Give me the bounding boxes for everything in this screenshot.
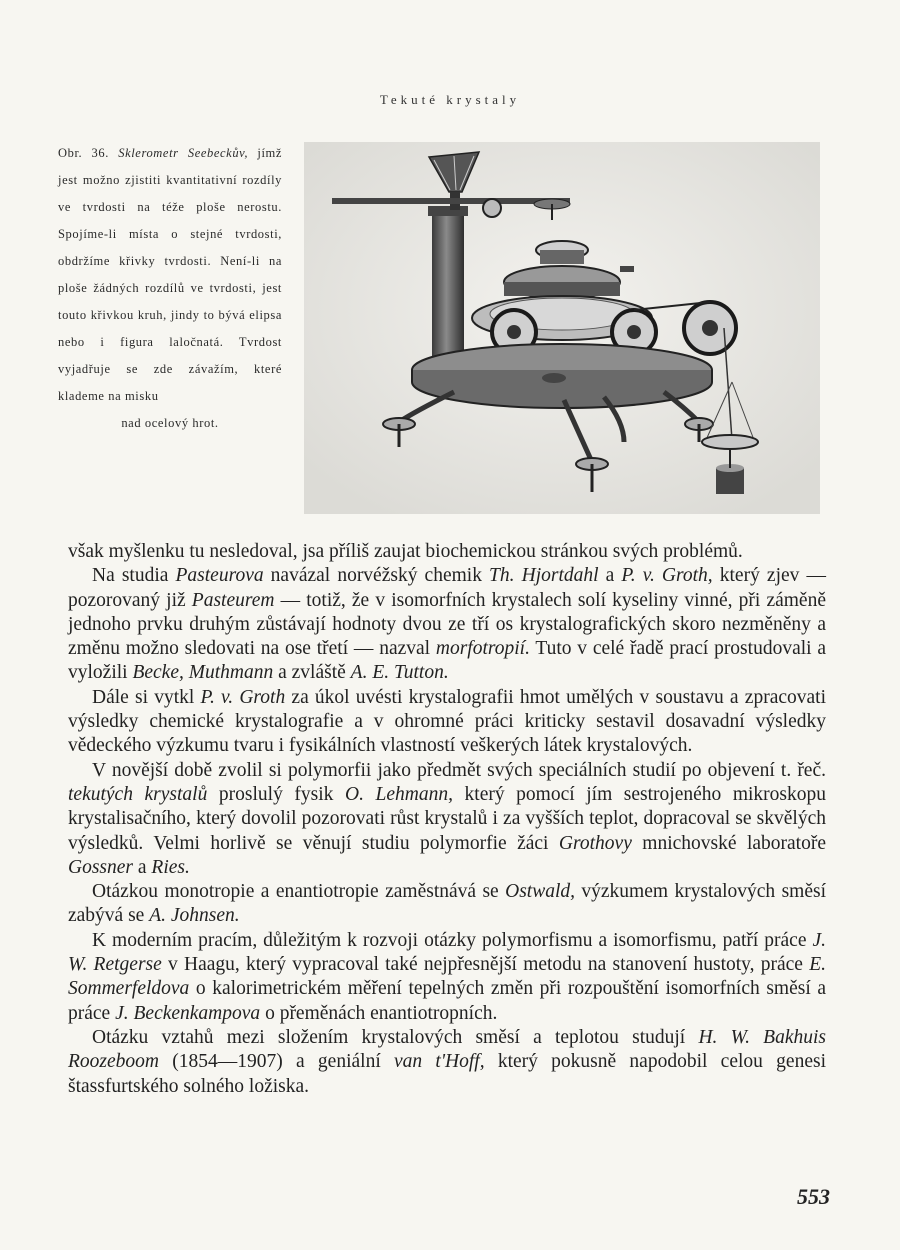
p2-t5: — totiž, že v isomorfních krystalech solí kyseliny vinné, při záměně jednoho prvku druhým zůstávají hodnoty dvou ze tří os krystalografických skoro nezměněny a změnu možno sledovati na ose třetí — nazval	[68, 589, 826, 660]
p5-name-ostwald: Ostwald,	[505, 881, 575, 903]
p7-t3: který pokusně napodobil celou genesi štassfurtského solného ložiska.	[68, 1051, 826, 1097]
p7-t2: (1854—1907) a geniální	[159, 1051, 395, 1073]
p2-t7: a zvláště	[273, 662, 351, 684]
p2-t3: a	[598, 565, 622, 587]
p3-name-groth: P. v. Groth	[200, 686, 286, 708]
p7-name-roozeboom: H. W. Bakhuis Roozeboom	[68, 1026, 827, 1073]
p6-t2: v Haagu, který vypracoval také nejpřesnější metodu na stanovení hustoty, práce	[161, 954, 810, 976]
p5-t2: výzkumem krystalových směsí zabývá se	[68, 881, 826, 927]
p6-t4: o přeměnách enantiotropních.	[260, 1002, 498, 1024]
p4-t5: a	[133, 856, 152, 878]
p2-t1: Na studia	[92, 565, 176, 587]
figure-caption	[58, 140, 282, 437]
paragraph-5	[68, 880, 826, 929]
p4-t2: proslulý fysik	[207, 783, 345, 805]
p6-name-retgers: J. W. Retgerse	[68, 929, 826, 976]
p2-name-tutton: A. E. Tutton.	[350, 662, 449, 684]
paragraph-1	[68, 540, 826, 564]
p7-t1: Otázku vztahů mezi složením krystalových směsí a teplotou studují	[92, 1026, 699, 1048]
running-head: Tekuté krystaly	[379, 92, 521, 107]
p6-name-beckenkamp: J. Beckenkampova	[115, 1002, 261, 1024]
p6-t1: K moderním pracím, důležitým k rozvoji otázky polymorfismu a isomorfismu, patří práce	[92, 929, 813, 951]
caption-label: Obr. 36.	[58, 146, 109, 160]
p2-name-becke: Becke, Muthmann	[132, 662, 274, 684]
sclerometer-illustration	[304, 142, 820, 514]
paragraph-7	[68, 1026, 826, 1099]
p4-name-grothovy: Grothovy	[558, 832, 632, 854]
p4-t1: V novější době zvolil si polymorfii jako předmět svých speciálních studií po objevení t. řeč.	[92, 759, 826, 781]
p2-term-morfotropie: morfotropií.	[435, 638, 530, 660]
p2-t2: navázal norvéžský chemik	[263, 565, 490, 587]
p5-t1: Otázkou monotropie a enantiotropie zaměstnává se	[92, 881, 506, 903]
page-number: 553	[797, 1184, 830, 1209]
p3-t2: za úkol uvésti krystalografii hmot umělých v soustavu a zpracovati výsledky chemické krystalografie a v ohromné práci kriticky sestavil dosavadní výsledky vědeckého výzkumu tvaru i fysikálních vlastností veškerých látek krystalových.	[68, 686, 826, 757]
caption-body: jímž jest možno zjistiti kvantitativní rozdíly ve tvrdosti na téže ploše nerostu. Spojíme-li místa o stejné tvrdosti, obdržíme křivky tvrdosti. Není-li na ploše žádných rozdílů ve tvrdosti, jest touto křivkou kruh, jindy to bývá elipsa nebo i figura laločnatá. Tvrdost vyjadřuje se zde závažím, které klademe na misku	[58, 146, 282, 403]
p4-t3: který pomocí jím sestrojeného mikroskopu krystalisačního, který dovolil pozorovati růst krystalů i za vyšších teplot, dopracoval se skvělých výsledků. Velmi horlivě se věnují studiu polymorfie žáci	[68, 783, 827, 854]
p1-text: však myšlenku tu nesledoval, jsa příliš zaujat biochemickou stránkou svých problémů.	[68, 541, 743, 562]
p2-name-pasteur: Pasteurova	[175, 565, 264, 587]
p4-term-tekute-krystaly: tekutých krystalů	[68, 783, 208, 805]
p2-name-hjortdahl: Th. Hjortdahl	[489, 565, 599, 587]
p7-name-vanthoff: van t'Hoff,	[394, 1051, 485, 1073]
p2-name-pasteurem: Pasteurem	[191, 589, 275, 611]
paragraph-6	[68, 929, 826, 1026]
paragraph-4	[68, 759, 826, 880]
p2-name-groth: P. v. Groth,	[621, 565, 713, 587]
p4-name-gossner: Gossner	[68, 856, 134, 878]
paragraph-2	[68, 564, 826, 685]
p4-name-lehmann: O. Lehmann,	[344, 783, 453, 805]
p2-t4: který zjev — pozorovaný již	[68, 565, 826, 611]
caption-last-line: nad ocelový hrot.	[121, 416, 219, 430]
p6-t3: o kalorimetrickém měření tepelných změn při rozpouštění isomorfních směsí a práce	[68, 978, 826, 1024]
paragraph-3	[68, 686, 826, 759]
sclerometer-figure	[304, 142, 820, 514]
p4-name-ries: Ries.	[151, 856, 190, 878]
p5-name-johnsen: A. Johnsen.	[149, 905, 240, 927]
p2-t6: Tuto v celé řadě prací prostudovali a vyložili	[68, 638, 826, 684]
body-text	[68, 540, 826, 1099]
p6-name-sommerfeld: E. Sommerfeldova	[68, 954, 826, 1000]
caption-title: Sklerometr Seebeckův,	[118, 146, 249, 160]
p4-t4: mnichovské laboratoře	[631, 832, 827, 854]
p3-t1: Dále si vytkl	[92, 686, 201, 708]
